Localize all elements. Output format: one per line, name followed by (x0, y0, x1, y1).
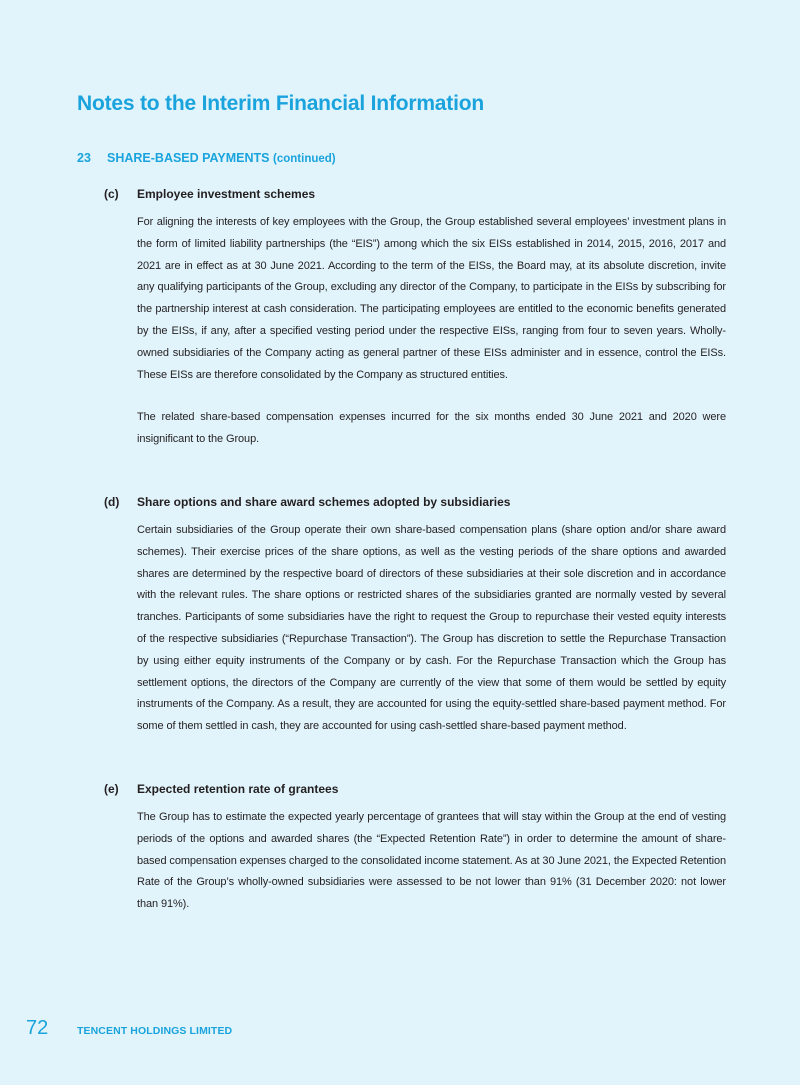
subsection-title: Share options and share award schemes adopted by subsidiaries (137, 495, 511, 509)
subsection-share-options-and-award-schemes (104, 493, 726, 738)
page-title: Notes to the Interim Financial Information (77, 92, 484, 115)
paragraph: The Group has to estimate the expected yearly percentage of grantees that will stay within the Group at the end of vesting periods of the options and awarded shares (the “Expected Retention Rate”) in order to determine the amount of share-based compensation expenses charged to the consolidated income statement. As at 30 June 2021, the Expected Retention Rate of the Group’s wholly-owned subsidiaries were assessed to be not lower than 91% (31 December 2020: not lower than 91%). (137, 811, 726, 911)
paragraph: Certain subsidiaries of the Group operate their own share-based compensation plans (share option and/or share award schemes). Their exercise prices of the share options, as well as the vesting periods of the share options and awarded shares are determined by the respective board of directors of these subsidiaries at their sole discretion and in accordance with the relevant rules. The share options or restricted shares of the subsidiaries granted are normally vested by several tranches. Participants of some subsidiaries have the right to request the Group to repurchase their vested equity interests of the respective subsidiaries (“Repurchase Transaction”). The Group has discretion to settle the Repurchase Transaction by using either equity instruments of the Company or by cash. For the Repurchase Transaction which the Group has settlement options, the directors of the Company are currently of the view that some of them would be settled by equity instruments of the Company. As a result, they are accounted for using the equity-settled share-based payment method. For some of them settled in cash, they are accounted for using cash-settled share-based payment method. (137, 524, 726, 733)
subsection-heading (104, 185, 726, 203)
subsection-expected-retention-rate (104, 780, 726, 916)
subsection-title: Employee investment schemes (137, 187, 316, 201)
section-number: 23 (77, 151, 91, 165)
subsection-letter: (e) (104, 782, 119, 796)
subsection-letter: (d) (104, 495, 120, 509)
subsection-title: Expected retention rate of grantees (137, 782, 339, 796)
subsection-heading (104, 780, 726, 798)
subsection-employee-investment-schemes (104, 185, 726, 451)
section-continued: (continued) (273, 153, 336, 165)
paragraph: The related share-based compensation expenses incurred for the six months ended 30 June 2021 and 2020 were insignificant to the Group. (137, 411, 726, 446)
section-title: SHARE-BASED PAYMENTS (107, 151, 270, 165)
subsection-letter: (c) (104, 187, 119, 201)
footer-company-name: TENCENT HOLDINGS LIMITED (77, 1025, 233, 1037)
paragraph: For aligning the interests of key employees with the Group, the Group established several employees’ investment plans in the form of limited liability partnerships (the “EIS”) among which the six EISs established in 2014, 2015, 2016, 2017 and 2021 are in effect as at 30 June 2021. According to the term of the EISs, the Board may, at its absolute discretion, invite any qualifying participants of the Group, excluding any director of the Company, to participate in the EISs by subscribing for the partnership interest at cash consideration. The participating employees are entitled to the economic benefits generated by the EISs, if any, after a specified vesting period under the respective EISs, ranging from four to seven years. Wholly-owned subsidiaries of the Company acting as general partner of these EISs administer and in essence, control the EISs. These EISs are therefore consolidated by the Company as structured entities. (137, 216, 726, 381)
subsection-heading (104, 493, 726, 511)
section-heading (77, 151, 336, 165)
page-number: 72 (26, 1017, 49, 1039)
